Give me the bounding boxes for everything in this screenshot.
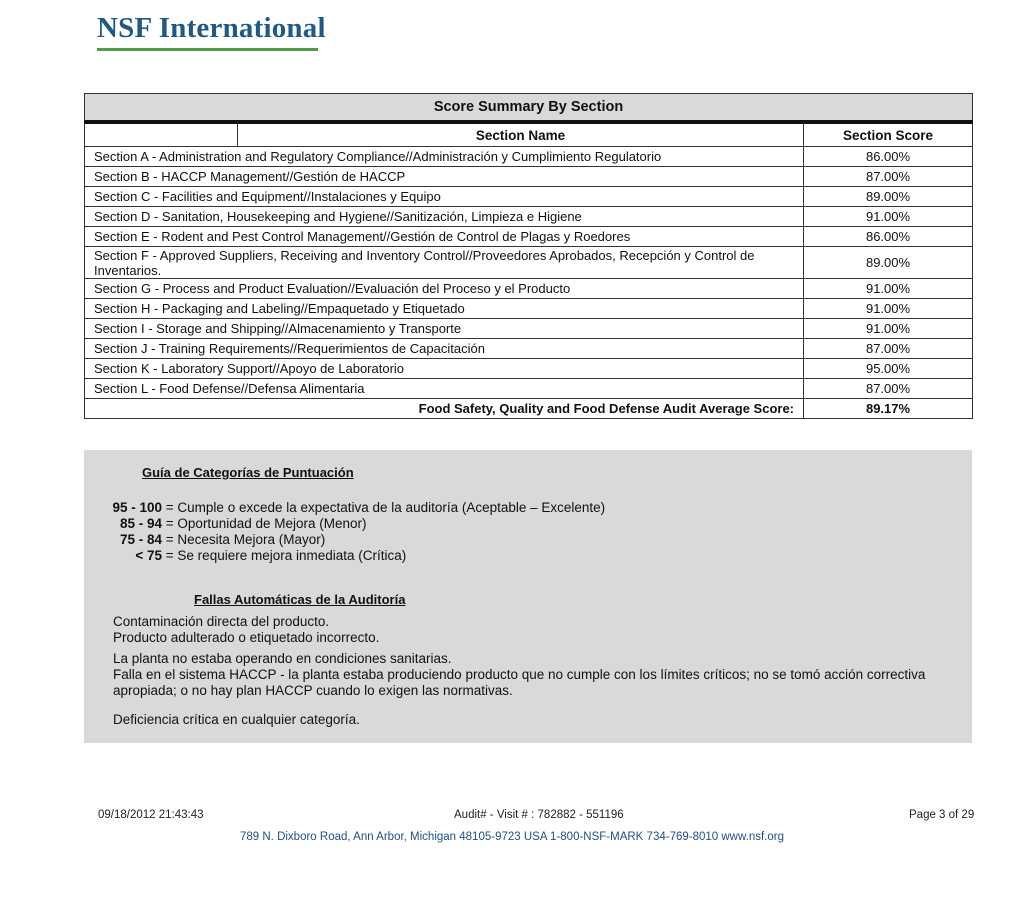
category-separator: = bbox=[165, 500, 174, 515]
average-row bbox=[85, 399, 973, 419]
column-header-section-name: Section Name bbox=[238, 122, 804, 147]
failures-heading: Fallas Automáticas de la Auditoría bbox=[194, 592, 406, 607]
section-name: Section I - Storage and Shipping//Almacenamiento y Transporte bbox=[85, 319, 804, 339]
category-range: 95 - 100 bbox=[112, 500, 162, 515]
section-score: 87.00% bbox=[804, 379, 973, 399]
table-row bbox=[85, 339, 973, 359]
section-score: 91.00% bbox=[804, 207, 973, 227]
category-text: Oportunidad de Mejora (Menor) bbox=[177, 516, 367, 531]
section-score: 86.00% bbox=[804, 227, 973, 247]
category-line bbox=[84, 500, 605, 515]
section-score: 91.00% bbox=[804, 279, 973, 299]
table-row bbox=[85, 247, 973, 279]
column-header-section-score: Section Score bbox=[804, 122, 973, 147]
category-separator: = bbox=[165, 532, 174, 547]
footer-timestamp: 09/18/2012 21:43:43 bbox=[98, 809, 204, 821]
table-row bbox=[85, 359, 973, 379]
category-line bbox=[84, 548, 406, 563]
category-separator: = bbox=[165, 548, 174, 563]
table-row bbox=[85, 187, 973, 207]
table-row bbox=[85, 207, 973, 227]
section-name: Section B - HACCP Management//Gestión de HACCP bbox=[85, 167, 804, 187]
category-text: Se requiere mejora inmediata (Crítica) bbox=[177, 548, 407, 563]
category-range: 75 - 84 bbox=[119, 532, 162, 547]
category-line bbox=[84, 516, 367, 531]
section-name: Section H - Packaging and Labeling//Empaquetado y Etiquetado bbox=[85, 299, 804, 319]
failure-item: Falla en el sistema HACCP - la planta estaba produciendo producto que no cumple con los límites críticos; no se tomó acción correctiva bbox=[113, 667, 926, 682]
failure-item: apropiada; o no hay plan HACCP cuando lo exigen las normativas. bbox=[113, 683, 513, 698]
table-row bbox=[85, 147, 973, 167]
section-name: Section A - Administration and Regulatory Compliance//Administración y Cumplimiento Regulatorio bbox=[85, 147, 804, 167]
category-range: 85 - 94 bbox=[119, 516, 162, 531]
table-row bbox=[85, 227, 973, 247]
category-text: Necesita Mejora (Mayor) bbox=[177, 532, 326, 547]
categories-heading: Guía de Categorías de Puntuación bbox=[142, 465, 354, 480]
section-name: Section L - Food Defense//Defensa Alimentaria bbox=[85, 379, 804, 399]
section-name: Section E - Rodent and Pest Control Management//Gestión de Control de Plagas y Roedores bbox=[85, 227, 804, 247]
average-score-label: Food Safety, Quality and Food Defense Audit Average Score: bbox=[85, 399, 804, 419]
category-line bbox=[84, 532, 325, 547]
section-name: Section D - Sanitation, Housekeeping and Hygiene//Sanitización, Limpieza e Higiene bbox=[85, 207, 804, 227]
average-score-value: 89.17% bbox=[804, 399, 973, 419]
section-name: Section K - Laboratory Support//Apoyo de Laboratorio bbox=[85, 359, 804, 379]
failure-item: La planta no estaba operando en condiciones sanitarias. bbox=[113, 651, 452, 666]
footer-address: 789 N. Dixboro Road, Ann Arbor, Michigan 48105-9723 USA 1-800-NSF-MARK 734-769-8010 www.nsf.org bbox=[240, 831, 784, 843]
footer-audit-id: Audit# - Visit # : 782882 - 551196 bbox=[454, 809, 624, 821]
header-blank-cell bbox=[85, 122, 238, 147]
table-row bbox=[85, 279, 973, 299]
failure-item: Deficiencia crítica en cualquier categoría. bbox=[113, 712, 360, 727]
category-range: < 75 bbox=[135, 548, 162, 563]
section-score: 95.00% bbox=[804, 359, 973, 379]
table-row bbox=[85, 299, 973, 319]
section-score: 87.00% bbox=[804, 167, 973, 187]
section-name: Section C - Facilities and Equipment//Instalaciones y Equipo bbox=[85, 187, 804, 207]
failure-item: Producto adulterado o etiquetado incorrecto. bbox=[113, 630, 380, 645]
section-score: 86.00% bbox=[804, 147, 973, 167]
section-score: 87.00% bbox=[804, 339, 973, 359]
category-separator: = bbox=[165, 516, 174, 531]
section-score: 91.00% bbox=[804, 319, 973, 339]
table-row bbox=[85, 319, 973, 339]
company-logo: NSF International bbox=[97, 12, 326, 44]
section-name: Section J - Training Requirements//Requerimientos de Capacitación bbox=[85, 339, 804, 359]
scoring-guide-panel bbox=[84, 450, 972, 743]
section-name: Section F - Approved Suppliers, Receiving and Inventory Control//Proveedores Aprobados, Recepción y Control de Inventarios. bbox=[85, 247, 804, 279]
section-score: 89.00% bbox=[804, 187, 973, 207]
section-name: Section G - Process and Product Evaluation//Evaluación del Proceso y el Producto bbox=[85, 279, 804, 299]
section-score: 91.00% bbox=[804, 299, 973, 319]
category-text: Cumple o excede la expectativa de la auditoría (Aceptable – Excelente) bbox=[177, 500, 606, 515]
section-score: 89.00% bbox=[804, 247, 973, 279]
score-summary-table bbox=[84, 93, 973, 419]
failure-item: Contaminación directa del producto. bbox=[113, 614, 330, 629]
logo-underline bbox=[97, 48, 318, 51]
table-title: Score Summary By Section bbox=[85, 94, 973, 123]
footer-page-number: Page 3 of 29 bbox=[909, 809, 975, 821]
table-row bbox=[85, 167, 973, 187]
table-row bbox=[85, 379, 973, 399]
